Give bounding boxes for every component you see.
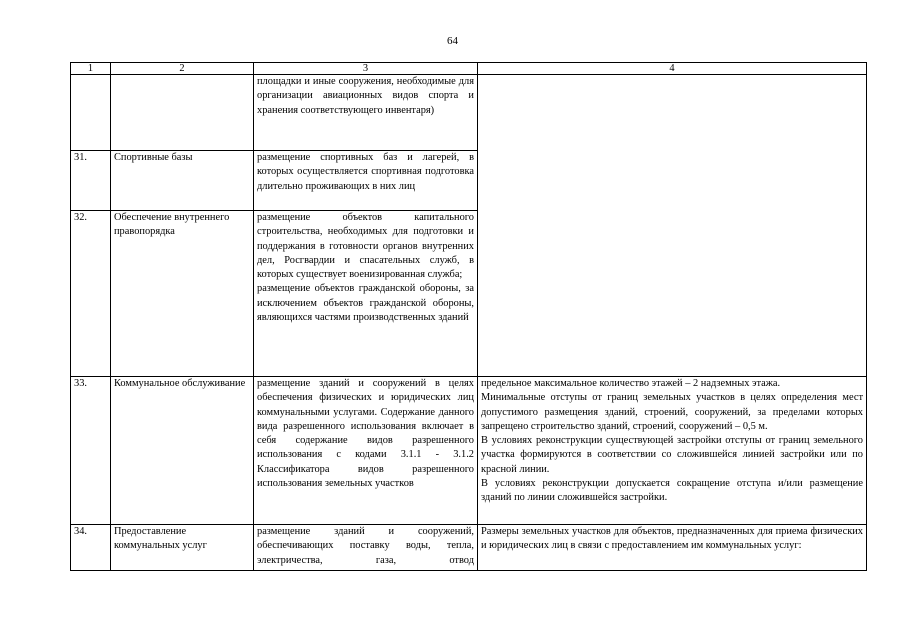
row-number: 32. xyxy=(71,211,111,377)
use-name: Обеспечение внутреннего правопорядка xyxy=(111,211,254,377)
row-number: 34. xyxy=(71,525,111,571)
description-paragraph: размещение спортивных баз и лагерей, в которых осуществляется спортивная подготовка длительно проживающих в них лиц xyxy=(257,152,474,192)
table-row xyxy=(71,525,867,571)
table-row xyxy=(71,377,867,525)
description-paragraph: размещение зданий и сооружений в целях обеспечения физических и юридических лиц коммунальными услугами. Содержание данного вида разрешенного использования включает в себя содержание видов разрешенного использования с кодами 3.1.1 - 3.1.2 Классификатора видов разрешенного использования земельных участков xyxy=(257,378,474,490)
table-row xyxy=(71,75,867,151)
use-description xyxy=(254,525,478,571)
use-description xyxy=(254,377,478,525)
header-cell-4: 4 xyxy=(478,63,867,75)
use-name: Коммунальное обслуживание xyxy=(111,377,254,525)
page-number: 64 xyxy=(447,35,458,47)
parameter-paragraph: предельное максимальное количество этажей – 2 надземных этажа. xyxy=(481,378,781,389)
row-number: 31. xyxy=(71,151,111,211)
description-paragraph: размещение зданий и сооружений, обеспечивающих поставку воды, тепла, электричества, газа, отвод xyxy=(257,526,474,566)
header-cell-2: 2 xyxy=(111,63,254,75)
parameter-paragraph: В условиях реконструкции допускается сокращение отступа и/или размещение зданий по линии сложившейся застройки. xyxy=(481,478,863,504)
row-number xyxy=(71,75,111,151)
description-paragraph: площадки и иные сооружения, необходимые для организации авиационных видов спорта и хранения соответствующего инвентаря) xyxy=(257,76,474,116)
use-description xyxy=(254,75,478,151)
parameters-cell xyxy=(478,525,867,571)
land-use-table xyxy=(70,62,867,571)
use-description xyxy=(254,151,478,211)
use-name: Спортивные базы xyxy=(111,151,254,211)
parameters-cell xyxy=(478,377,867,525)
parameter-paragraph: В условиях реконструкции существующей застройки отступы от границ земельного участка формируются в соответствии со сложившейся линией застройки или по красной линии. xyxy=(481,435,863,475)
header-cell-1: 1 xyxy=(71,63,111,75)
description-paragraph: размещение объектов капитального строительства, необходимых для подготовки и поддержания в готовности органов внутренних дел, Росгвардии и спасательных служб, в которых существует военизированная служба; xyxy=(257,212,474,281)
row-number: 33. xyxy=(71,377,111,525)
use-description xyxy=(254,211,478,377)
parameter-paragraph: Размеры земельных участков для объектов, предназначенных для приема физических и юридических лиц в связи с предоставлением им коммунальных услуг: xyxy=(481,526,863,552)
parameter-paragraph: Минимальные отступы от границ земельных участков в целях определения мест допустимого размещения зданий, строений, сооружений, за пределами которых запрещено строительство зданий, строений, сооружений – 0,5 м. xyxy=(481,392,863,432)
header-cell-3: 3 xyxy=(254,63,478,75)
table-header-row xyxy=(71,63,867,75)
description-paragraph: размещение объектов гражданской обороны, за исключением объектов гражданской обороны, являющихся частями производственных зданий xyxy=(257,283,474,324)
parameters-cell xyxy=(478,75,867,377)
use-name: Предоставление коммунальных услуг xyxy=(111,525,254,571)
use-name xyxy=(111,75,254,151)
